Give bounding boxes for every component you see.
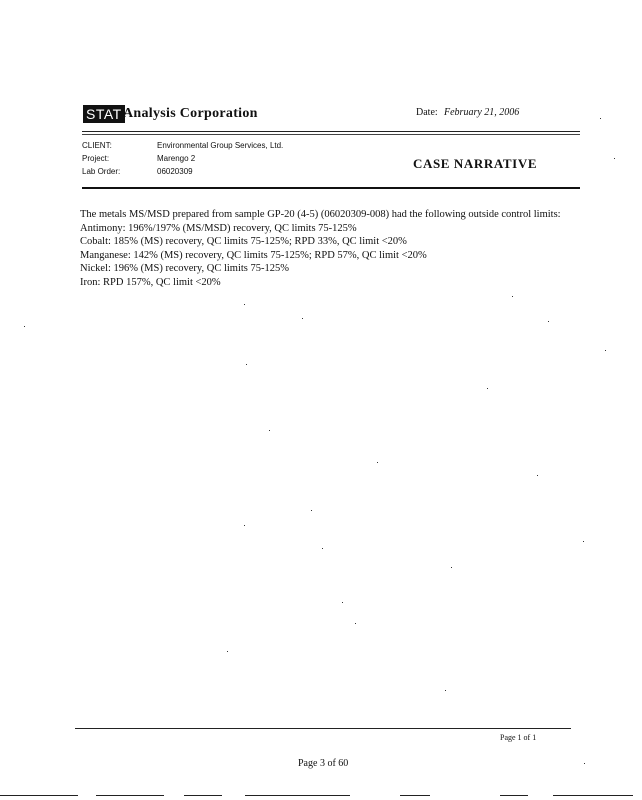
project-value: Marengo 2 (157, 154, 196, 163)
company-name: Analysis Corporation (123, 106, 258, 121)
narrative-line-cobalt: Cobalt: 185% (MS) recovery, QC limits 75-125%; RPD 33%, QC limit <20% (80, 236, 407, 247)
lab-order-label: Lab Order: (82, 167, 121, 176)
section-page-indicator: Page 1 of 1 (500, 733, 537, 742)
client-value: Environmental Group Services, Ltd. (157, 141, 284, 150)
header-bottom-rule (82, 187, 580, 189)
company-logo: STAT (83, 105, 125, 123)
narrative-intro: The metals MS/MSD prepared from sample GP-20 (4-5) (06020309-008) had the following outside control limits: (80, 209, 561, 220)
header-rule (82, 131, 580, 132)
narrative-line-manganese: Manganese: 142% (MS) recovery, QC limits 75-125%; RPD 57%, QC limit <20% (80, 249, 427, 261)
narrative-line-nickel: Nickel: 196% (MS) recovery, QC limits 75-125% (80, 263, 289, 274)
lab-order-value: 06020309 (157, 167, 193, 176)
narrative-line-antimony: Antimony: 196%/197% (MS/MSD) recovery, QC limits 75-125% (80, 222, 357, 234)
document-page-number: Page 3 of 60 (298, 758, 349, 769)
narrative-line-iron: Iron: RPD 157%, QC limit <20% (80, 276, 221, 288)
header-rule-secondary (82, 134, 580, 135)
narrative-body (80, 208, 580, 289)
date-value: February 21, 2006 (444, 107, 520, 118)
footer-rule (75, 728, 571, 729)
date-label: Date: (416, 107, 438, 118)
client-label: CLIENT: (82, 141, 112, 150)
document-title: CASE NARRATIVE (413, 156, 538, 171)
project-label: Project: (82, 154, 110, 163)
